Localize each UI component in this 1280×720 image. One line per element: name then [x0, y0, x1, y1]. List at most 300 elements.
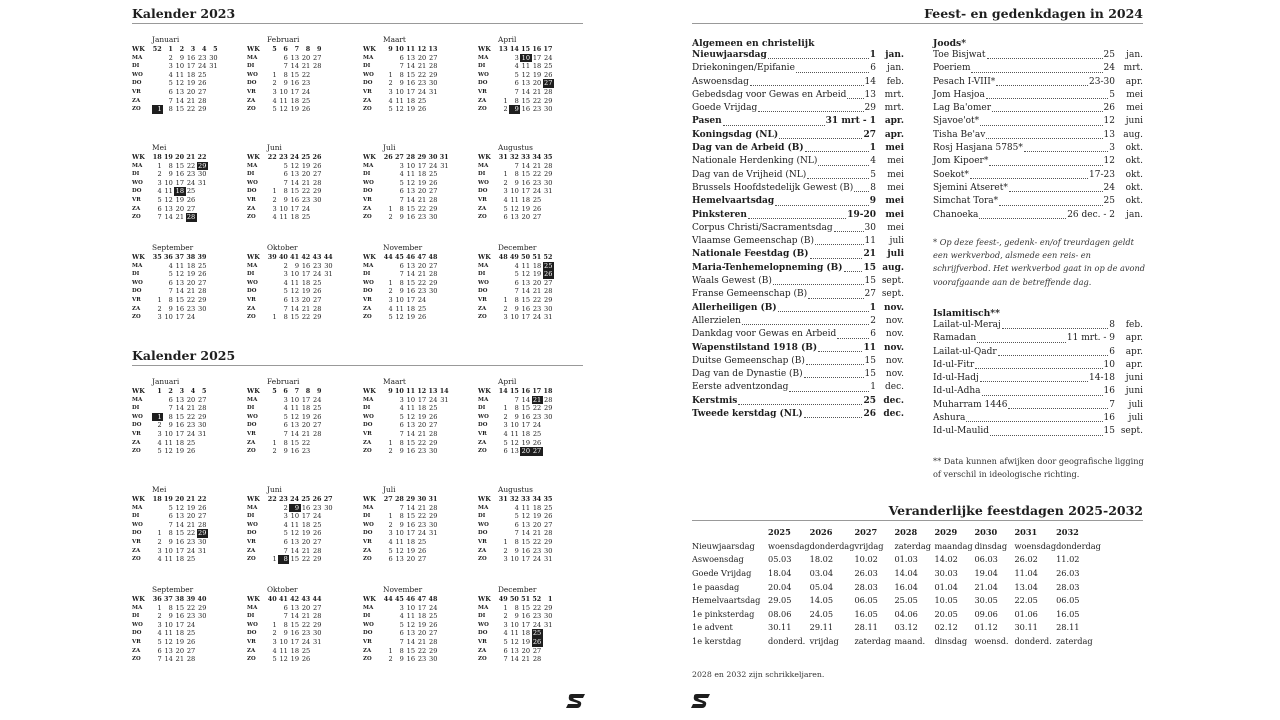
day-cell: 6: [399, 187, 404, 196]
day-cell: 20: [186, 278, 196, 287]
day-row: [247, 170, 351, 179]
month-block: [478, 144, 582, 222]
holiday-day: 6: [870, 329, 876, 340]
holiday-month: mei: [1126, 103, 1143, 114]
holiday-day: 8: [870, 182, 876, 193]
day-cell: 23: [532, 612, 542, 621]
day-cell: 15: [290, 438, 300, 447]
weekday-label: ZA: [363, 97, 372, 104]
day-cell: 19: [406, 546, 416, 555]
day-cell: [267, 262, 278, 271]
table-cell: 06.03: [974, 554, 998, 565]
table-cell: 28.11: [854, 622, 878, 633]
weekday-label: ZO: [478, 556, 487, 563]
day-cell: 9: [179, 53, 185, 62]
day-row: [478, 170, 582, 179]
day-row: [363, 629, 467, 638]
day-row: [247, 555, 351, 564]
table-cell: vrijdag: [809, 635, 839, 646]
weekday-label: ZA: [247, 547, 256, 554]
day-cell: 12: [406, 620, 416, 629]
day-cell: 26: [313, 161, 322, 170]
day-cell: [152, 270, 163, 279]
holiday-name: Wapenstilstand 1918 (B): [692, 342, 818, 353]
day-cell: 6: [168, 87, 173, 96]
day-cell: 4: [388, 304, 393, 313]
holiday-row: [933, 346, 1143, 359]
day-cell: 4: [514, 62, 519, 71]
weekday-label: ZO: [247, 106, 256, 113]
day-row: [132, 97, 236, 106]
dot-leader: [980, 381, 1088, 382]
day-cell: 2: [272, 447, 277, 456]
day-cell: 17: [521, 620, 531, 629]
day-row: [132, 162, 236, 171]
holiday-month: mrt.: [884, 103, 904, 114]
day-cell: 26: [544, 512, 553, 521]
day-cell: [383, 54, 394, 63]
day-row: [363, 279, 467, 288]
holiday-name: Toe Bisjwat: [933, 50, 986, 60]
weekday-label: ZO: [247, 448, 256, 455]
day-cell: [152, 396, 163, 405]
year-header: 2025: [768, 527, 791, 537]
week-number: 5: [201, 387, 207, 395]
day-cell: [267, 404, 278, 413]
weekday-label: DI: [247, 613, 255, 620]
day-cell: [197, 205, 208, 214]
day-cell: 5: [503, 204, 508, 213]
holiday-day: 6: [870, 63, 876, 74]
weekday-label: VR: [363, 430, 372, 437]
week-number: 25: [301, 153, 311, 161]
table-header-row: [692, 525, 1101, 539]
weekday-label: DI: [478, 271, 486, 278]
day-cell: [323, 555, 334, 564]
holiday-month: mei: [885, 143, 904, 154]
day-cell: 1: [388, 70, 393, 79]
month-block: [247, 36, 351, 114]
day-cell: 9: [514, 304, 519, 313]
day-cell: 25: [313, 520, 322, 529]
day-cell: [152, 404, 163, 413]
day-cell: 7: [168, 287, 173, 296]
leap-year-footnote: 2028 en 2032 zijn schrikkeljaren.: [692, 670, 825, 679]
holiday-name: Aswoensdag: [692, 76, 749, 87]
day-cell: 31: [544, 187, 553, 196]
day-cell: 25: [429, 612, 438, 621]
day-cell: 15: [175, 412, 185, 421]
day-cell: 17: [406, 529, 416, 538]
weekday-label: MA: [132, 54, 143, 61]
day-cell: 2: [503, 178, 508, 187]
holiday-month: nov.: [885, 329, 904, 340]
day-cell: 20: [532, 79, 542, 88]
day-cell: 16: [301, 261, 311, 270]
weekday-label: DO: [478, 530, 488, 537]
dot-leader: [804, 417, 863, 418]
day-cell: 26: [417, 313, 427, 322]
day-row: [478, 396, 582, 405]
holiday-name: Poeriem: [933, 63, 971, 74]
dot-leader: [1002, 328, 1108, 329]
table-cell: 11.02: [1056, 554, 1080, 565]
day-cell: 21: [301, 304, 311, 313]
weekday-label: DI: [247, 513, 255, 520]
table-cell: 04.06: [894, 608, 918, 619]
week-number: 41: [290, 253, 300, 261]
holiday-row: [692, 368, 904, 381]
week-number-row: [247, 495, 351, 504]
day-cell: 22: [532, 170, 542, 179]
day-cell: 22: [301, 70, 311, 79]
month-name: Mei: [152, 143, 167, 152]
day-cell: 1: [272, 187, 277, 196]
week-number: 50: [521, 253, 531, 261]
day-row: [132, 512, 236, 521]
day-cell: 11: [279, 646, 288, 655]
day-cell: [197, 621, 208, 630]
weekday-label: WO: [132, 71, 143, 78]
day-cell: 5: [514, 512, 519, 521]
week-number: 30: [417, 495, 427, 503]
holiday-row: [692, 235, 904, 248]
day-cell: 27: [313, 53, 322, 62]
day-row: [132, 296, 236, 305]
day-row: [132, 170, 236, 179]
week-number: 16: [521, 387, 531, 395]
day-row: [363, 105, 467, 114]
day-cell: [208, 79, 219, 88]
day-cell: 26: [313, 287, 322, 296]
day-cell: 7: [514, 529, 519, 538]
day-cell: 13: [175, 395, 185, 404]
weekday-label: DO: [363, 630, 373, 637]
weekday-label: MA: [132, 162, 143, 169]
day-cell: 3: [388, 87, 393, 96]
day-cell: [543, 655, 554, 664]
dot-leader: [723, 125, 825, 126]
weekday-label: ZO: [478, 656, 487, 663]
holiday-name: Chanoeka: [933, 209, 979, 220]
holiday-row: [692, 275, 904, 288]
day-cell: 21: [417, 62, 427, 71]
day-cell: 28: [313, 546, 322, 555]
month-name: November: [383, 243, 423, 252]
day-cell: 27: [544, 278, 553, 287]
dot-leader: [996, 85, 1088, 86]
day-cell: 25: [186, 555, 196, 564]
holiday-month: sept.: [881, 289, 904, 300]
day-cell: 24: [417, 295, 427, 304]
holiday-row: [692, 76, 904, 89]
day-row: [132, 555, 236, 564]
week-label: WK: [363, 595, 376, 603]
day-row: [478, 504, 582, 513]
table-cell: 28.03: [1056, 581, 1080, 592]
day-row: [247, 647, 351, 656]
day-cell: [543, 439, 554, 448]
day-cell: 23: [186, 304, 196, 313]
day-cell: [197, 629, 208, 638]
day-cell: 7: [168, 96, 173, 105]
day-cell: 8: [399, 70, 404, 79]
day-cell: 30: [544, 612, 553, 621]
holiday-month: apr.: [884, 116, 904, 127]
week-number: 14: [439, 387, 449, 395]
week-number: 3: [179, 387, 185, 395]
day-cell: 23: [417, 79, 427, 88]
weekday-label: WO: [363, 71, 374, 78]
weekday-label: MA: [247, 504, 258, 511]
day-cell: 6: [283, 421, 288, 430]
day-row: [363, 439, 467, 448]
day-cell: 19: [301, 529, 311, 538]
day-cell: 23: [532, 178, 542, 187]
month-name: Augustus: [498, 485, 533, 494]
week-number-row: [247, 387, 351, 396]
day-row: [132, 71, 236, 80]
day-cell: [383, 179, 394, 188]
day-cell: [152, 88, 163, 97]
holiday-row: [933, 102, 1143, 115]
day-row: [478, 296, 582, 305]
dot-leader: [810, 258, 863, 259]
day-cell: 12: [164, 447, 173, 456]
day-cell: 26: [301, 655, 311, 664]
day-cell: 28: [198, 96, 207, 105]
day-cell: 15: [521, 96, 531, 105]
day-cell: 3: [399, 161, 404, 170]
day-cell: [498, 279, 509, 288]
holiday-day: 14-18: [1089, 373, 1115, 384]
holiday-month: okt.: [1125, 143, 1143, 154]
day-cell: 2: [388, 287, 393, 296]
day-cell: 28: [429, 503, 438, 512]
day-cell: 15: [406, 512, 416, 521]
month-name: Januari: [152, 35, 180, 44]
day-cell: [267, 413, 278, 422]
week-number: 36: [163, 253, 173, 261]
day-cell: 11: [175, 70, 185, 79]
day-cell: 28: [544, 529, 553, 538]
day-row: [478, 647, 582, 656]
day-row: [363, 396, 467, 405]
week-number: 20: [175, 495, 185, 503]
day-cell: 15: [175, 295, 185, 304]
day-cell: 20: [186, 395, 196, 404]
month-name: April: [498, 35, 517, 44]
holiday-month: juli: [1128, 399, 1143, 410]
day-row: [478, 262, 582, 271]
day-cell: 3: [399, 603, 404, 612]
day-cell: 26: [198, 270, 207, 279]
day-cell: 31: [198, 178, 207, 187]
holiday-month: mei: [887, 169, 904, 180]
year-header: 2028: [894, 527, 918, 537]
day-cell: 3: [272, 204, 277, 213]
holiday-month: dec.: [883, 409, 904, 420]
holiday-month: juli: [887, 249, 904, 260]
day-cell: 30: [544, 412, 553, 421]
day-cell: 2: [272, 629, 277, 638]
day-cell: [323, 296, 334, 305]
day-cell: 22: [301, 555, 311, 564]
holiday-day: 24: [1103, 182, 1115, 193]
day-cell: 11: [164, 438, 173, 447]
day-cell: 10: [406, 603, 416, 612]
day-cell: 19: [417, 620, 427, 629]
weekday-label: DO: [247, 422, 257, 429]
variable-title-rule: [692, 520, 1143, 521]
day-cell: 10: [395, 295, 404, 304]
day-cell: 29: [429, 512, 438, 521]
dot-leader: [775, 205, 869, 206]
table-cell: maand.: [894, 635, 926, 646]
day-cell: 24: [301, 204, 311, 213]
day-cell: 27: [186, 204, 196, 213]
weekday-label: DI: [247, 271, 255, 278]
table-cell: 03.04: [809, 567, 834, 578]
day-cell: 28: [544, 287, 553, 296]
day-cell: 16: [175, 612, 185, 621]
week-label: WK: [247, 253, 260, 261]
month-block: [132, 586, 236, 664]
day-cell: 13: [395, 555, 404, 564]
day-cell: 9: [283, 629, 288, 638]
dot-leader: [789, 391, 869, 392]
day-row: [247, 279, 351, 288]
holiday-month: jan.: [887, 63, 904, 74]
day-cell: 18: [290, 646, 300, 655]
day-cell: 14: [521, 529, 531, 538]
day-cell: [312, 655, 323, 664]
day-cell: 13: [164, 646, 173, 655]
table-cell: 01.12: [974, 622, 998, 633]
day-cell: [439, 196, 450, 205]
highlighted-day-cell: 21: [532, 395, 542, 404]
day-cell: 7: [514, 161, 519, 170]
day-cell: [428, 105, 439, 114]
table-cell: 29.11: [809, 622, 834, 633]
day-cell: 1: [388, 512, 393, 521]
day-cell: 7: [168, 520, 173, 529]
week-number-row: [363, 387, 467, 396]
day-row: [132, 305, 236, 314]
day-row: [132, 612, 236, 621]
day-cell: 3: [503, 313, 508, 322]
day-row: [363, 79, 467, 88]
day-cell: 1: [503, 170, 508, 179]
weekday-label: MA: [247, 604, 258, 611]
holiday-month: okt.: [1125, 169, 1143, 180]
weekday-label: MA: [478, 162, 489, 169]
day-cell: 16: [521, 546, 531, 555]
day-cell: 30: [429, 213, 438, 222]
day-cell: 24: [532, 187, 542, 196]
day-cell: 26: [313, 412, 322, 421]
day-cell: 5: [157, 447, 162, 456]
day-cell: 25: [429, 170, 438, 179]
day-cell: 9: [168, 612, 173, 621]
holiday-month: mei: [885, 209, 904, 220]
day-cell: [383, 187, 394, 196]
day-cell: 22: [417, 70, 427, 79]
day-cell: 31: [440, 395, 449, 404]
day-cell: 22: [301, 438, 311, 447]
day-cell: 21: [532, 529, 542, 538]
day-cell: 7: [514, 87, 519, 96]
table-cell: donderdag: [1056, 540, 1101, 551]
day-cell: 8: [514, 404, 519, 413]
day-cell: 12: [406, 412, 416, 421]
day-row: [247, 621, 351, 630]
day-cell: 22: [186, 412, 196, 421]
holiday-row: [933, 195, 1143, 208]
day-cell: 8: [283, 438, 288, 447]
week-label: WK: [363, 253, 376, 261]
day-cell: 20: [406, 555, 416, 564]
day-cell: 18: [290, 213, 300, 222]
table-row: [692, 634, 1101, 648]
week-number: 9: [316, 387, 322, 395]
day-cell: 14: [175, 404, 185, 413]
day-cell: 4: [272, 96, 277, 105]
month-block: [363, 244, 467, 322]
day-cell: [208, 88, 219, 97]
table-cell: 02.12: [934, 622, 958, 633]
day-cell: 13: [406, 629, 416, 638]
day-row: [247, 655, 351, 664]
weekday-label: VR: [478, 196, 487, 203]
day-row: [247, 205, 351, 214]
day-cell: 18: [406, 304, 416, 313]
week-number: 32: [509, 495, 519, 503]
holiday-row: [692, 169, 904, 182]
day-cell: 6: [503, 447, 508, 456]
day-row: [247, 521, 351, 530]
holiday-month: dec.: [885, 382, 904, 393]
day-cell: [267, 305, 278, 314]
day-cell: 27: [429, 53, 438, 62]
dot-leader: [815, 244, 864, 245]
day-cell: 23: [417, 213, 427, 222]
day-cell: 27: [198, 87, 207, 96]
day-cell: 6: [157, 646, 162, 655]
day-cell: 12: [510, 637, 519, 646]
day-cell: 29: [429, 438, 438, 447]
day-cell: 14: [290, 304, 300, 313]
day-cell: 26: [429, 620, 438, 629]
weekday-label: ZA: [478, 647, 487, 654]
day-cell: 18: [175, 555, 185, 564]
week-number: 44: [323, 253, 333, 261]
day-cell: 4: [272, 646, 277, 655]
week-number: 43: [312, 253, 322, 261]
weekday-label: ZO: [363, 448, 372, 455]
day-cell: 25: [186, 438, 196, 447]
day-cell: 6: [399, 421, 404, 430]
day-cell: [208, 71, 219, 80]
week-label: WK: [363, 387, 376, 395]
week-number-row: [363, 495, 467, 504]
day-cell: [383, 604, 394, 613]
weekday-label: MA: [363, 162, 374, 169]
holiday-name: Hemelvaartsdag: [692, 196, 775, 207]
weekday-label: DO: [132, 80, 142, 87]
day-cell: 18: [175, 438, 185, 447]
holiday-row: [692, 209, 904, 222]
